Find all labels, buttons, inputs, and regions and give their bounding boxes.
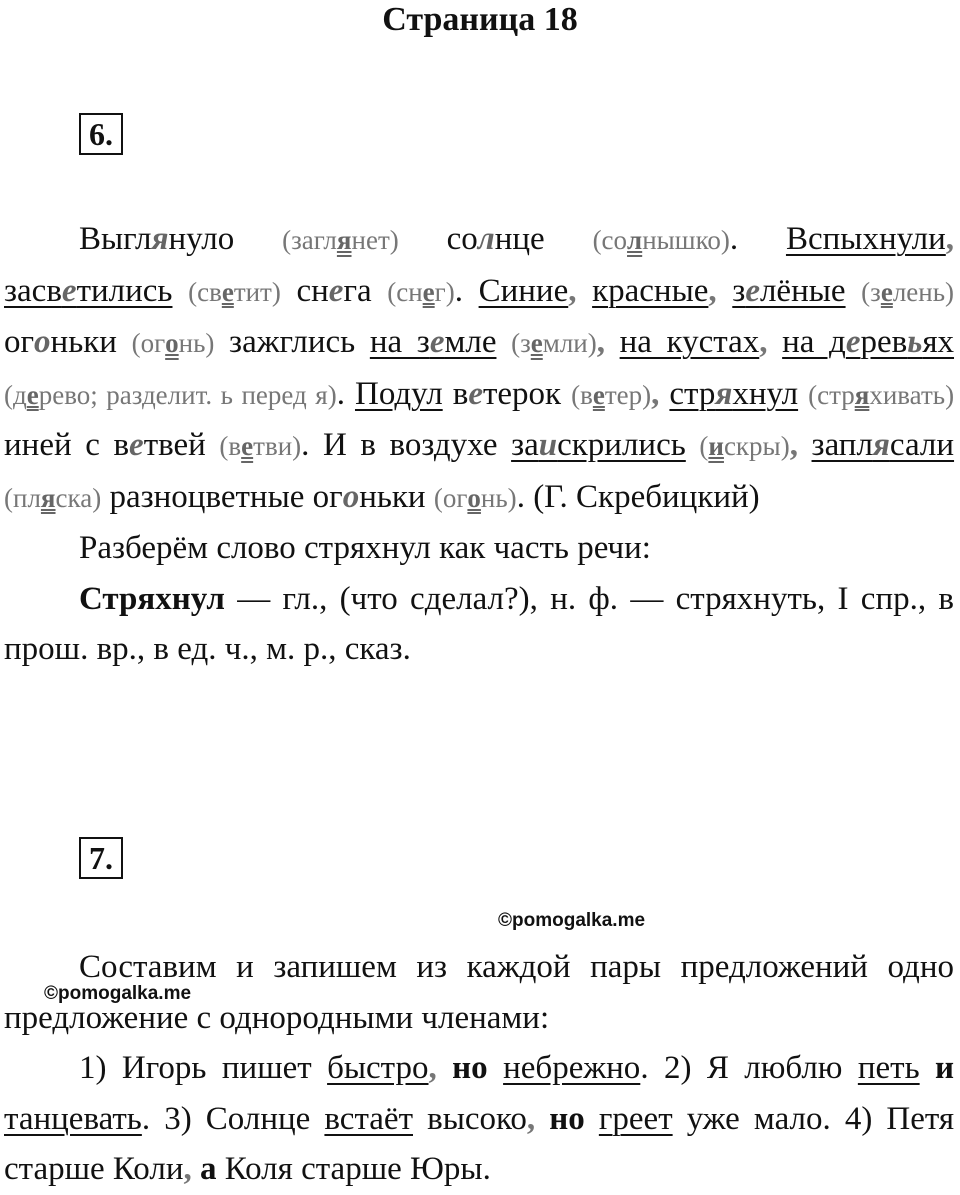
check-word: (стряхивать) — [808, 379, 955, 410]
predicate: заискрились — [511, 427, 686, 463]
check-word: (ветер) — [571, 379, 652, 410]
predicate: стряхнул — [669, 375, 799, 412]
adverbial: на деревьях — [782, 324, 955, 360]
exercise-6-paragraph-2: Разберём слово стряхнул как часть речи: — [79, 530, 651, 566]
check-word: (ветви) — [219, 431, 302, 461]
exercise-7-paragraph-2: 1) Игорь пишет быстро, но небрежно. 2) Я люблю петь и танцевать. 3) Солнце встаёт высоко, но греет уже мало. 4) Петя старше Коли, а Коля старше Юры. — [4, 1050, 955, 1187]
attribute: Синие — [478, 272, 569, 309]
check-word: (солнышко) — [592, 225, 730, 255]
attribute: красные — [592, 272, 709, 309]
attribute: зелёные — [732, 272, 846, 309]
check-word: (искры) — [699, 431, 790, 461]
check-word: (светит) — [188, 276, 281, 307]
predicate: засветились — [4, 272, 173, 309]
exercise-6-paragraph-3: Стряхнул — гл., (что сделал?), н. ф. — стряхнуть, I спр., в прош. вр., в ед. ч., м. р., сказ. — [4, 580, 954, 667]
predicate: Вспыхнули — [785, 221, 946, 257]
adverbial: на земле — [369, 324, 497, 360]
check-word: (дерево; разделит. ь перед я) — [4, 379, 337, 410]
parsed-word: Стряхнул — [79, 580, 225, 617]
watermark-1: ©pomogalka.me — [498, 910, 646, 931]
predicate: заплясали — [811, 427, 955, 463]
page-title: Страница 18 — [382, 1, 578, 38]
check-word: (снег) — [387, 276, 455, 307]
check-word: (зелень) — [861, 276, 955, 307]
predicate: Подул — [354, 375, 443, 412]
check-word: (огонь) — [433, 482, 517, 513]
exercise-6-number: 6. — [79, 113, 123, 155]
check-word: (заглянет) — [282, 225, 399, 255]
watermark-2: ©pomogalka.me — [44, 983, 192, 1004]
check-word: (огонь) — [131, 328, 215, 358]
exercise-7-paragraph-1: Составим и запишем из каждой пары предложений одно предложение с однородными членами: — [4, 949, 954, 1036]
exercise-7-number: 7. — [79, 837, 123, 879]
exercise-6-text — [4, 214, 954, 675]
exercise-7-text — [4, 942, 954, 1195]
exercise-6-paragraph-1: Выглянуло (заглянет) солнце (солнышко). Вспыхнули, засветились (светит) снега (снег). Синие, красные, зелёные (зелень) огоньки (огонь) зажглись на земле (земли), на кустах, на деревьях (дерево; разделит. ь перед я). Подул ветерок (ветер), стряхнул (стряхивать) иней с ветвей (ветви). И в воздухе заискрились (искры), заплясали (пляска) разноцветные огоньки (огонь). (Г. Скребицкий) — [4, 221, 955, 515]
adverbial: на кустах — [619, 324, 760, 360]
check-word: (пляска) — [4, 482, 102, 513]
check-word: (земли) — [511, 328, 597, 358]
